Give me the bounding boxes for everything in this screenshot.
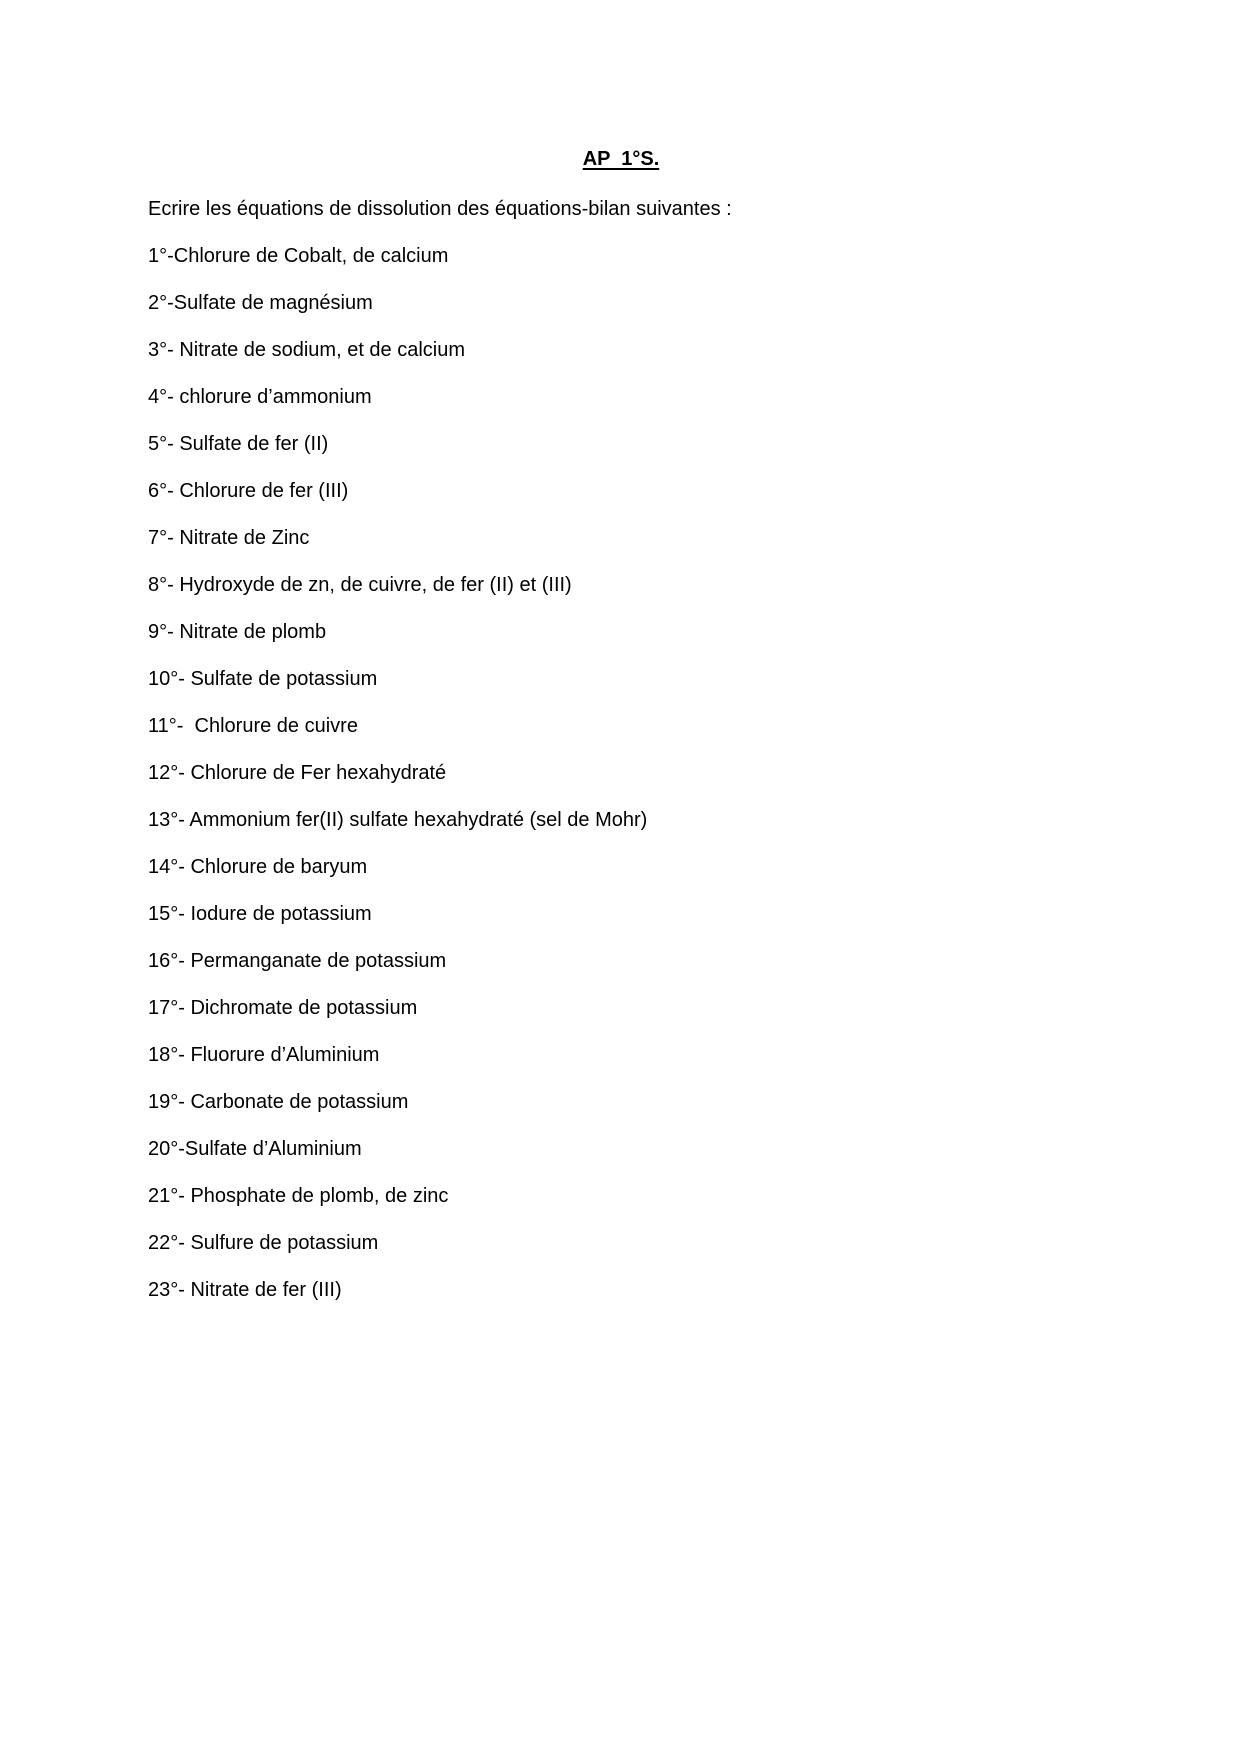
instruction-text: Ecrire les équations de dissolution des équations-bilan suivantes :: [148, 198, 732, 220]
list-item: 21°- Phosphate de plomb, de zinc: [148, 1185, 449, 1207]
list-item: 18°- Fluorure d’Aluminium: [148, 1044, 380, 1066]
document-body: [148, 196, 1098, 1324]
list-item: 15°- Iodure de potassium: [148, 903, 372, 925]
list-item: 23°- Nitrate de fer (III): [148, 1279, 342, 1301]
list-item: 11°- Chlorure de cuivre: [148, 715, 358, 737]
list-item: 16°- Permanganate de potassium: [148, 950, 447, 972]
list-item: 8°- Hydroxyde de zn, de cuivre, de fer (II) et (III): [148, 574, 572, 596]
list-item: 19°- Carbonate de potassium: [148, 1091, 409, 1113]
list-item: 9°- Nitrate de plomb: [148, 621, 327, 643]
list-item: 12°- Chlorure de Fer hexahydraté: [148, 762, 447, 784]
list-item: 14°- Chlorure de baryum: [148, 856, 368, 878]
list-item: 7°- Nitrate de Zinc: [148, 527, 310, 549]
list-item: 1°-Chlorure de Cobalt, de calcium: [148, 245, 449, 267]
list-item: 5°- Sulfate de fer (II): [148, 433, 329, 455]
exercise-list: [148, 243, 1098, 1303]
list-item: 2°-Sulfate de magnésium: [148, 292, 373, 314]
page-title: AP 1°S.: [582, 148, 660, 170]
list-item: 20°-Sulfate d’Aluminium: [148, 1138, 362, 1160]
list-item: 13°- Ammonium fer(II) sulfate hexahydraté (sel de Mohr): [148, 809, 648, 831]
list-item: 6°- Chlorure de fer (III): [148, 480, 349, 502]
list-item: 17°- Dichromate de potassium: [148, 997, 418, 1019]
list-item: 4°- chlorure d’ammonium: [148, 386, 372, 408]
list-item: 10°- Sulfate de potassium: [148, 668, 378, 690]
list-item: 3°- Nitrate de sodium, et de calcium: [148, 339, 466, 361]
list-item: 22°- Sulfure de potassium: [148, 1232, 379, 1254]
